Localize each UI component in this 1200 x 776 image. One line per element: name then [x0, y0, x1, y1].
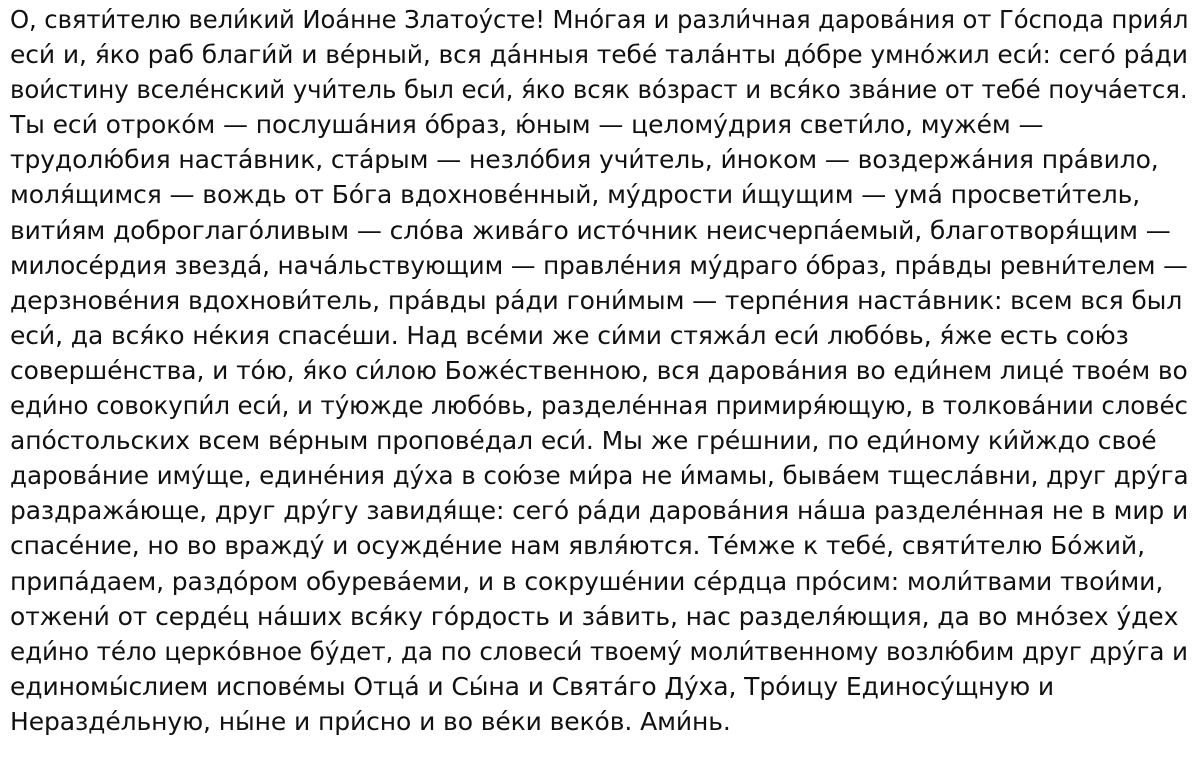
text-line: отжени́ от серде́ц на́ших вся́ку го́рдость и за́вить, нас разделя́ющия, да во мно́зех у́дех: [10, 601, 1179, 631]
text-line: спасе́ние, но во вражду́ и осужде́ние нам явля́ются. Те́мже к тебе́, святи́телю Бо́жий,: [10, 531, 1145, 561]
text-line: соверше́нства, и то́ю, я́ко си́лою Боже́ственною, вся дарова́ния во еди́нем лице́ твое́м во: [10, 355, 1188, 385]
text-line: еди́но совокупи́л еси́, и ту́южде любо́вь, разделе́нная примиря́ющую, в толкова́нии слове́с: [10, 391, 1188, 421]
prayer-text: [10, 2, 1190, 739]
text-line: дарова́ние иму́ще, едине́ния ду́ха в сою́зе ми́ра не и́мамы, быва́ем тщесла́вни, друг дру́га: [10, 461, 1189, 491]
text-line: Неразде́льную, ны́не и при́сно и во ве́ки веко́в. Ами́нь.: [10, 706, 731, 736]
text-line: еди́но те́ло церко́вное бу́дет, да по словеси́ твоему́ моли́твенному возлю́бим друг дру́га и: [10, 636, 1188, 666]
text-line: раздража́юще, друг дру́гу завидя́ще: сего́ ра́ди дарова́ния на́ша разделе́нная не в мир и: [10, 496, 1189, 526]
text-line: моля́щимся — вождь от Бо́га вдохнове́нный, му́дрости и́щущим — ума́ просвети́тель,: [10, 180, 1141, 210]
text-line: апо́стольских всем ве́рным пропове́дал еси́. Мы же гре́шнии, по еди́ному ки́йждо свое́: [10, 426, 1157, 456]
text-line: милосе́рдия звезда́, нача́льствующим — правле́ния му́драго о́браз, пра́вды ревни́телем —: [10, 250, 1188, 280]
text-line: трудолю́бия наста́вник, ста́рым — незло́бия учи́тель, и́ноком — воздержа́ния пра́вило,: [10, 145, 1159, 175]
text-line: еси́ и, я́ко раб благи́й и ве́рный, вся да́нныя тебе́ тала́нты до́бре умно́жил еси́: сего́ ра́ди: [10, 40, 1188, 70]
text-line: О, святи́телю вели́кий Иоа́нне Златоу́сте! Мно́гая и разли́чная дарова́ния от Го́спода прия́л: [10, 5, 1188, 34]
text-line: дерзнове́ния вдохнови́тель, пра́вды ра́ди гони́мым — терпе́ния наста́вник: всем вся был: [10, 285, 1183, 315]
text-line: припа́даем, раздо́ром обурева́еми, и в сокруше́нии се́рдца про́сим: моли́твами твои́ми,: [10, 566, 1164, 596]
text-line: Ты еси́ отроко́м — послуша́ния о́браз, ю́ным — целому́дрия свети́ло, муже́м —: [10, 110, 1044, 140]
text-line: единомы́слием испове́мы Отца́ и Сы́на и Свята́го Ду́ха, Тро́ицу Единосу́щную и: [10, 671, 1055, 701]
text-line: еси́, да вся́ко не́кия спасе́ши. Над все́ми же си́ми стяжа́л еси́ любо́вь, я́же есть сою́з: [10, 320, 1129, 350]
text-line: вои́стину вселе́нский учи́тель был еси́, я́ко всяк во́зраст и вся́ко зва́ние от тебе́ поуча́ется.: [10, 75, 1188, 105]
text-line: вити́ям доброглаго́ливым — сло́ва жива́го исто́чник неисчерпа́емый, благотворя́щим —: [10, 215, 1171, 245]
